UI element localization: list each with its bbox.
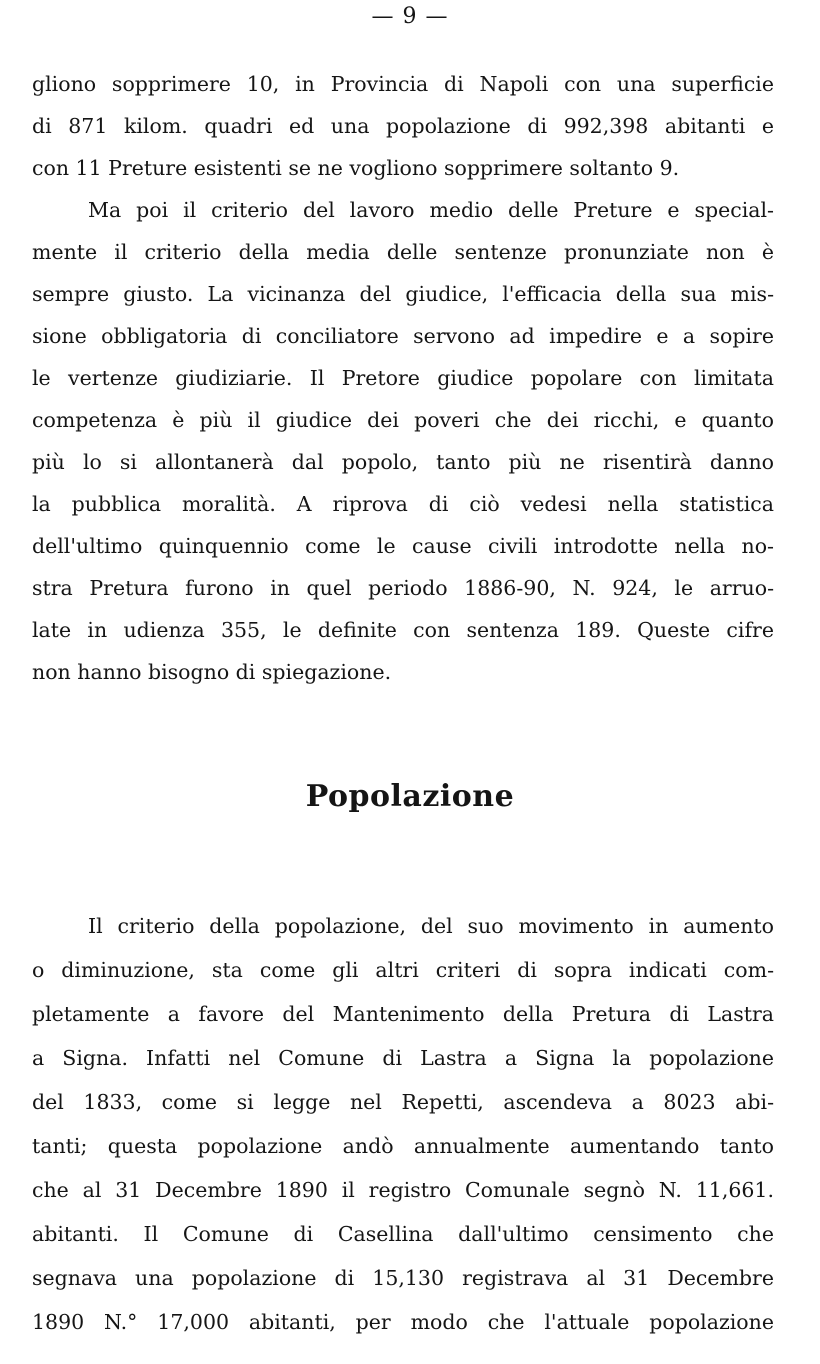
- section-heading: Popolazione: [305, 779, 515, 814]
- text-line: competenza è più il giudice dei poveri che dei ricchi, e quanto: [32, 408, 774, 432]
- text-line: non hanno bisogno di spiegazione.: [32, 660, 392, 684]
- text-line: sempre giusto. La vicinanza del giudice, l'efficacia della sua mis-: [32, 282, 774, 306]
- text-line: abitanti. Il Comune di Casellina dall'ultimo censimento che: [32, 1222, 774, 1246]
- text-line: le vertenze giudiziarie. Il Pretore giudice popolare con limitata: [32, 366, 774, 390]
- page-number: — 9 —: [371, 4, 449, 29]
- text-line: Ma poi il criterio del lavoro medio delle Preture e special-: [88, 198, 774, 222]
- text-line: con 11 Preture esistenti se ne vogliono sopprimere soltanto 9.: [32, 156, 680, 180]
- text-line: dell'ultimo quinquennio come le cause civili introdotte nella no-: [32, 534, 774, 558]
- text-line: o diminuzione, sta come gli altri criteri di sopra indicati com-: [32, 958, 774, 982]
- text-line: stra Pretura furono in quel periodo 1886-90, N. 924, le arruo-: [32, 576, 774, 600]
- text-line: tanti; questa popolazione andò annualmente aumentando tanto: [32, 1134, 774, 1158]
- text-line: a Signa. Infatti nel Comune di Lastra a Signa la popolazione: [32, 1046, 774, 1070]
- text-line: che al 31 Decembre 1890 il registro Comunale segnò N. 11,661.: [32, 1178, 774, 1202]
- text-line: la pubblica moralità. A riprova di ciò vedesi nella statistica: [32, 492, 774, 516]
- text-line: più lo si allontanerà dal popolo, tanto più ne risentirà danno: [32, 450, 774, 474]
- text-line: sione obbligatoria di conciliatore servono ad impedire e a sopire: [32, 324, 774, 348]
- text-line: segnava una popolazione di 15,130 registrava al 31 Decembre: [32, 1266, 774, 1290]
- text-line: 1890 N.° 17,000 abitanti, per modo che l'attuale popolazione: [32, 1310, 774, 1334]
- text-line: mente il criterio della media delle sentenze pronunziate non è: [32, 240, 774, 264]
- text-line: late in udienza 355, le definite con sentenza 189. Queste cifre: [32, 618, 774, 642]
- text-line: pletamente a favore del Mantenimento della Pretura di Lastra: [32, 1002, 774, 1026]
- text-line: gliono sopprimere 10, in Provincia di Napoli con una superficie: [32, 72, 774, 96]
- text-line: di 871 kilom. quadri ed una popolazione di 992,398 abitanti e: [32, 114, 774, 138]
- text-line: del 1833, come si legge nel Repetti, ascendeva a 8023 abi-: [32, 1090, 774, 1114]
- text-line: Il criterio della popolazione, del suo movimento in aumento: [88, 914, 774, 938]
